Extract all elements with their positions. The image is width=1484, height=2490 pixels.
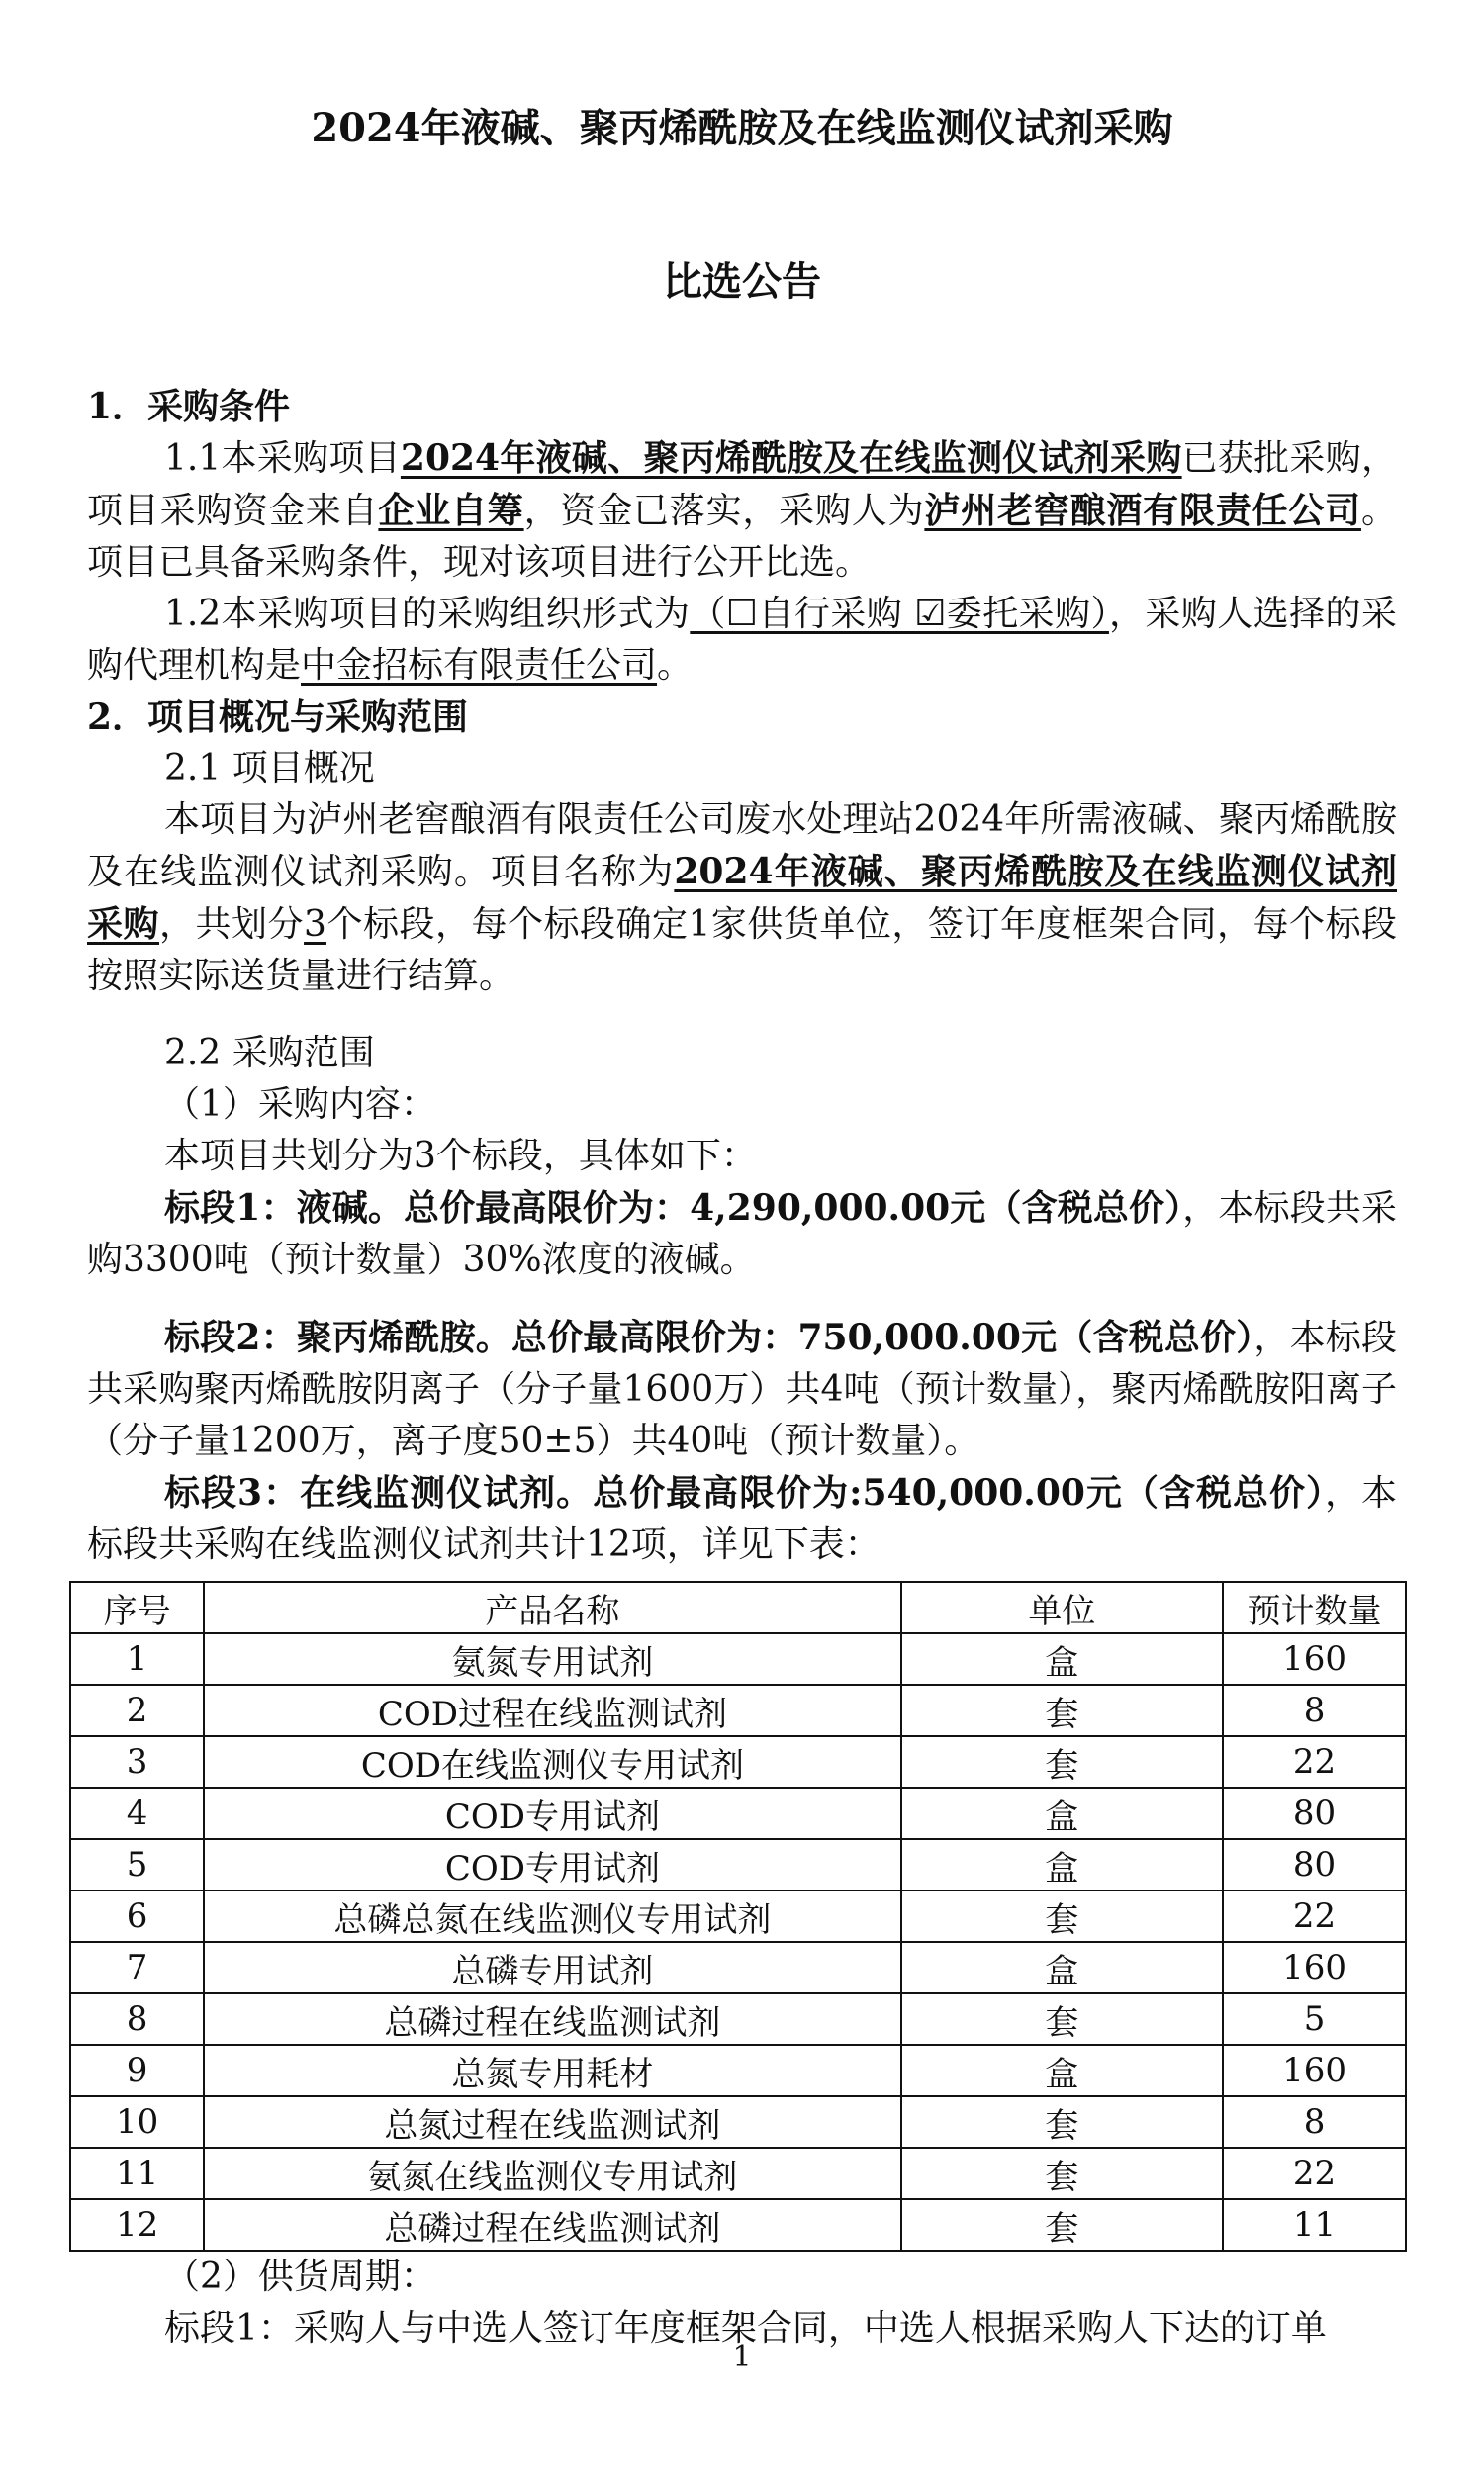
lot-1-paragraph: 标段1：液碱。总价最高限价为：4,290,000.00元（含税总价），本标段共采购3300吨（预计数量）30%浓度的液碱。: [87, 1187, 1397, 1280]
table-row: 7 总磷专用试剂 盒 160: [70, 1942, 1406, 1993]
buyer-name: 泸州老窖酿酒有限责任公司: [924, 490, 1361, 531]
supply-period-title: （2）供货周期：: [164, 2257, 436, 2297]
table-row: 6 总磷总氮在线监测仪专用试剂 套 22: [70, 1891, 1406, 1942]
subsection-2-1: 2.1 项目概况: [164, 748, 375, 788]
table-row: 11 氨氮在线监测仪专用试剂 套 22: [70, 2148, 1406, 2199]
section-1-heading: 1．采购条件: [87, 386, 291, 427]
page-number: 1: [732, 2340, 752, 2374]
reagent-table: [69, 1581, 1407, 2252]
supply-lot-1: 标段1：采购人与中选人签订年度框架合同，中选人根据采购人下达的订单: [164, 2308, 1327, 2349]
table-row: 5 COD专用试剂 盒 80: [70, 1839, 1406, 1891]
table-row: 2 COD过程在线监测试剂 套 8: [70, 1685, 1406, 1736]
paragraph-1-1: 1.1本采购项目2024年液碱、聚丙烯酰胺及在线监测仪试剂采购已获批采购，项目采购资金来自企业自筹，资金已落实，采购人为泸州老窖酿酒有限责任公司。项目已具备采购条件，现对该项目进行公开比选。: [87, 437, 1397, 583]
document-title: 2024年液碱、聚丙烯酰胺及在线监测仪试剂采购: [311, 105, 1173, 151]
lot-3-paragraph: 标段3：在线监测仪试剂。总价最高限价为:540,000.00元（含税总价），本标段共采购在线监测仪试剂共计12项，详见下表：: [87, 1472, 1397, 1565]
col-header-unit: 单位: [901, 1582, 1223, 1633]
paragraph-1-2: 1.2本采购项目的采购组织形式为（☐自行采购 ☑委托采购），采购人选择的采购代理机构是中金招标有限责任公司。: [87, 594, 1397, 686]
project-name-2: 2024年液碱、聚丙烯酰胺及在线监测仪试剂采购: [87, 851, 1397, 945]
table-row: 4 COD专用试剂 盒 80: [70, 1788, 1406, 1839]
table-row: 12 总磷过程在线监测试剂 套 11: [70, 2199, 1406, 2251]
content-intro: 本项目共划分为3个标段，具体如下：: [164, 1136, 757, 1176]
table-row: 9 总氮专用耗材 盒 160: [70, 2045, 1406, 2096]
col-header-quantity: 预计数量: [1223, 1582, 1406, 1633]
col-header-index: 序号: [70, 1582, 204, 1633]
table-row: 1 氨氮专用试剂 盒 160: [70, 1633, 1406, 1685]
agency-name: 中金招标有限责任公司: [301, 645, 658, 686]
fund-source: 企业自筹: [378, 490, 524, 531]
content-title: （1）采购内容：: [164, 1084, 436, 1125]
lot-count: 3: [304, 904, 326, 945]
table-row: 8 总磷过程在线监测试剂 套 5: [70, 1993, 1406, 2045]
table-row: 10 总氮过程在线监测试剂 套 8: [70, 2096, 1406, 2148]
col-header-product: 产品名称: [204, 1582, 900, 1633]
project-name: 2024年液碱、聚丙烯酰胺及在线监测仪试剂采购: [400, 437, 1182, 479]
procurement-form: （☐自行采购 ☑委托采购）: [690, 594, 1109, 634]
table-header-row: [70, 1582, 1406, 1633]
paragraph-2-1: 本项目为泸州老窖酿酒有限责任公司废水处理站2024年所需液碱、聚丙烯酰胺及在线监测仪试剂采购。项目名称为2024年液碱、聚丙烯酰胺及在线监测仪试剂采购，共划分3个标段，每个标段确定1家供货单位，签订年度框架合同，每个标段按照实际送货量进行结算。: [87, 799, 1397, 996]
subsection-2-2: 2.2 采购范围: [164, 1033, 375, 1073]
section-2-heading: 2．项目概况与采购范围: [87, 696, 469, 738]
lot-2-paragraph: 标段2：聚丙烯酰胺。总价最高限价为：750,000.00元（含税总价），本标段共采购聚丙烯酰胺阴离子（分子量1600万）共4吨（预计数量），聚丙烯酰胺阳离子（分子量1200万，离子度50±5）共40吨（预计数量）。: [87, 1317, 1397, 1461]
table-row: 3 COD在线监测仪专用试剂 套 22: [70, 1736, 1406, 1788]
document-subtitle: 比选公告: [663, 258, 821, 305]
